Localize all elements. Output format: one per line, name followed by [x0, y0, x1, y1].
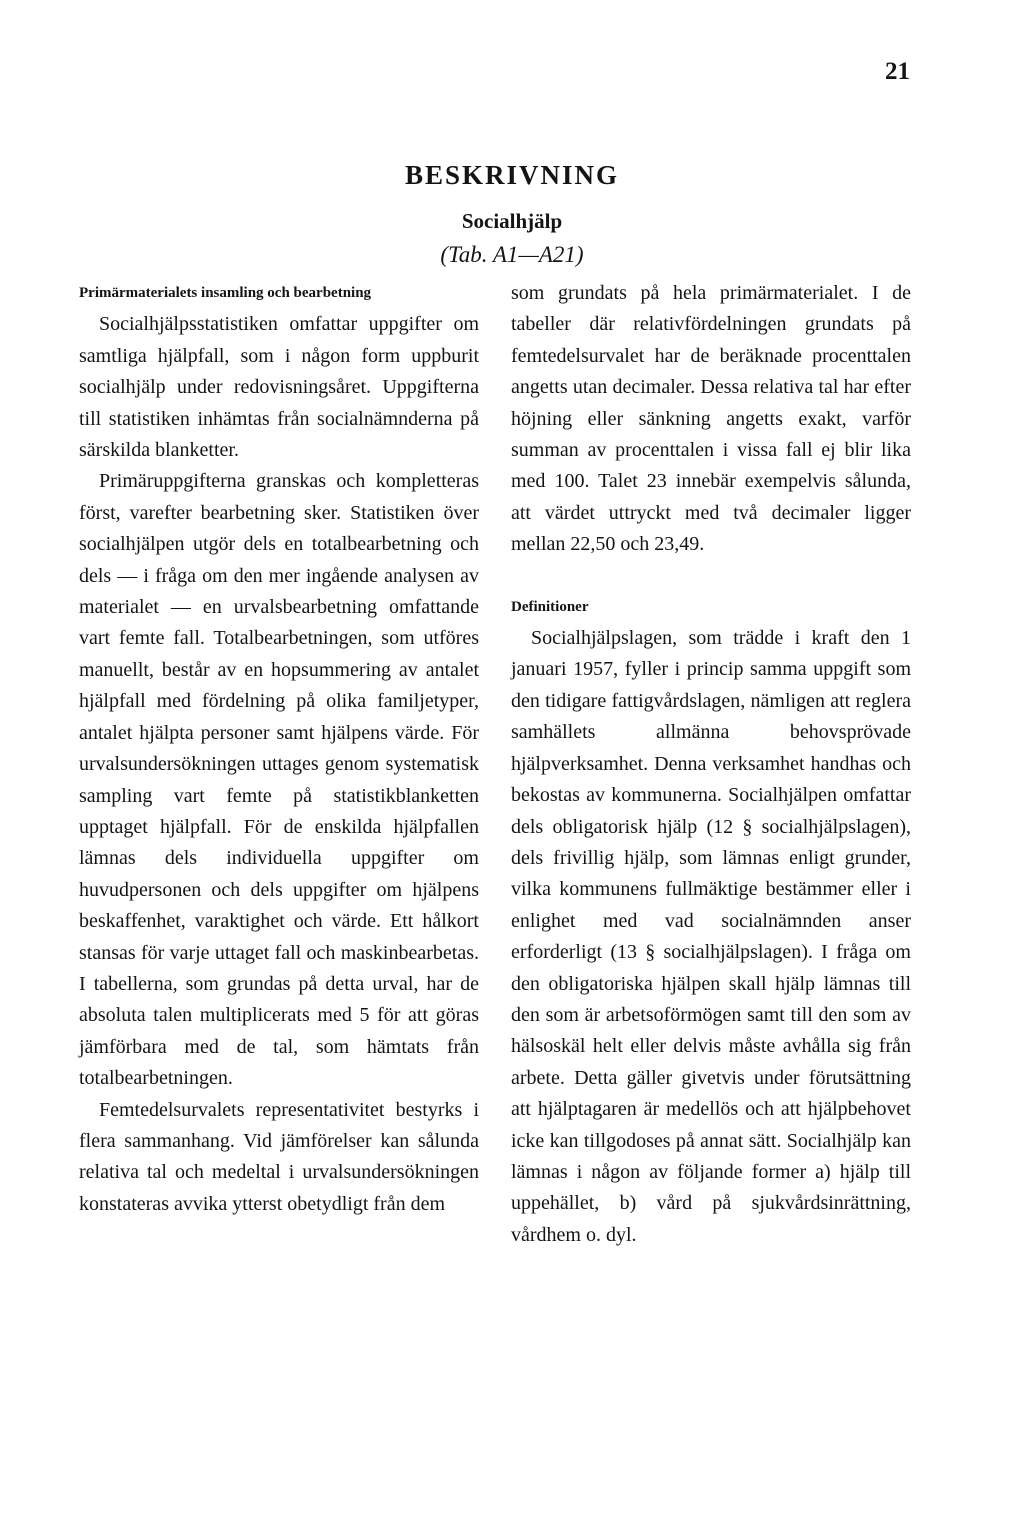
right-column — [511, 278, 911, 1251]
left-paragraph-1: Socialhjälpsstatistiken omfattar uppgifter om samtliga hjälpfall, som i någon form uppburit socialhjälp under redovisningsåret. Uppgifterna till statistiken inhämtas från socialnämnderna på särskilda blanketter. — [79, 313, 479, 462]
table-reference: (Tab. A1—A21) — [440, 242, 584, 267]
right-continuation-paragraph: som grundats på hela primärmaterialet. I de tabeller där relativfördelningen grundats på femtedelsurvalet har de beräknade procenttalen angetts utan decimaler. Dessa relativa tal har efter höjning eller sänkning angetts exakt, varför summan av procenttalen i vissa fall ej blir lika med 100. Talet 23 innebär exempelvis sålunda, att värdet uttryckt med två decimaler ligger mellan 22,50 och 23,49. — [511, 282, 911, 556]
page-heading: BESKRIVNING — [404, 160, 620, 190]
page-number: 21 — [885, 58, 910, 85]
left-paragraph-2: Primäruppgifterna granskas och kompletteras först, varefter bearbetning sker. Statistiken över socialhjälpen utgör dels en totalbearbetning och dels — i fråga om den mer ingående analysen av materialet — en urvalsbearbetning omfattande vart femte fall. Totalbearbetningen, som utföres manuellt, består av en hopsummering av antalet hjälpfall med fördelning på olika familjetyper, antalet hjälpta personer samt hjälpens värde. För urvalsundersökningen uttages genom systematisk sampling vart femte på statistikblanketten upptaget hjälpfall. För de enskilda hjälpfallen lämnas dels individuella uppgifter om huvudpersonen och dels uppgifter om hjälpens beskaffenhet, varaktighet och värde. Ett hålkort stansas för varje uttaget fall och maskinbearbetas. I tabellerna, som grundas på detta urval, har de absoluta talen multiplicerats med 5 för att göras jämförbara med de tal, som hämtats från totalbearbetningen. — [79, 470, 479, 1090]
left-paragraph-3: Femtedelsurvalets representativitet bestyrks i flera sammanhang. Vid jämförelser kan sålunda relativa tal och medeltal i urvalsundersökningen konstateras avvika ytterst obetydligt från dem — [79, 1098, 479, 1215]
definitions-heading: Definitioner — [511, 598, 589, 615]
definitions-paragraph: Socialhjälpslagen, som trädde i kraft den 1 januari 1957, fyller i princip samma uppgift som den tidigare fattigvårdslagen, nämligen att reglera samhällets allmänna behovsprövade hjälpverksamhet. Denna verksamhet handhas och bekostas av kommunerna. Socialhjälpen omfattar dels obligatorisk hjälp (12 § socialhjälpslagen), dels frivillig hjälp, som lämnas enligt grunder, vilka kommunens fullmäktige bestämmer eller i enlighet med vad socialnämnden anser erforderligt (13 § socialhjälpslagen). I fråga om den obligatoriska hjälpen skall hjälp lämnas till den som är arbetsoförmögen samt till den som av hälsoskäl helt eller delvis måste avhålla sig från arbete. Detta gäller givetvis under förutsättning att hjälptagaren är medellös och att hjälpbehovet icke kan tillgodoses på annat sätt. Socialhjälp kan lämnas i någon av följande former a) hjälp till uppehället, b) vård på sjukvårdsinrättning, vårdhem o. dyl. — [511, 627, 911, 1246]
left-section-heading: Primärmaterialets insamling och bearbetning — [79, 285, 372, 301]
section-subheading: Socialhjälp — [461, 209, 563, 233]
left-column — [79, 278, 479, 1220]
